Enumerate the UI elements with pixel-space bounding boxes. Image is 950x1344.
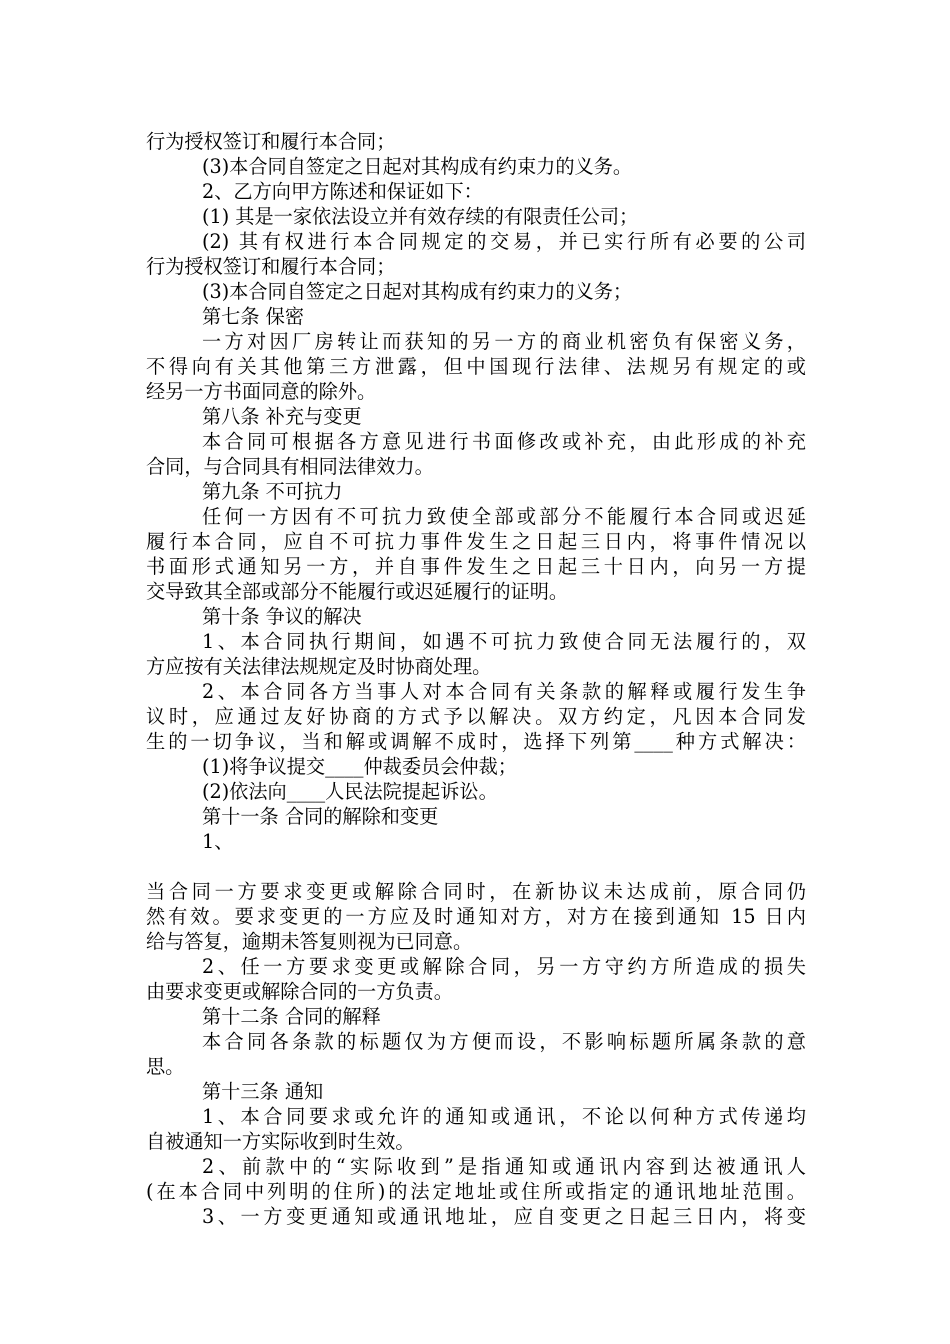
text-line: 第十一条 合同的解除和变更 (202, 805, 439, 828)
text-line: 第十条 争议的解决 (202, 605, 362, 628)
text-line: 不得向有关其他第三方泄露，但中国现行法律、法规另有规定的或 (146, 355, 806, 378)
text-line: 2、前款中的“实际收到”是指通知或通讯内容到达被通讯人 (202, 1155, 806, 1178)
text-line: 给与答复，逾期未答复则视为已同意。 (146, 930, 473, 953)
text-line: 书面形式通知另一方，并自事件发生之日起三十日内，向另一方提 (146, 555, 806, 578)
text-line: 履行本合同，应自不可抗力事件发生之日起三日内，将事件情况以 (146, 530, 806, 553)
text-line: 思。 (146, 1055, 185, 1078)
text-line: 3、一方变更通知或通讯地址，应自变更之日起三日内，将变 (202, 1205, 806, 1228)
text-line: 然有效。要求变更的一方应及时通知对方，对方在接到通知 15 日内 (146, 905, 806, 928)
text-line: (3)本合同自签定之日起对其构成有约束力的义务； (202, 280, 633, 303)
text-line: 方应按有关法律法规规定及时协商处理。 (146, 655, 492, 678)
text-line: (3)本合同自签定之日起对其构成有约束力的义务。 (202, 155, 633, 178)
text-line: 由要求变更或解除合同的一方负责。 (146, 980, 453, 1003)
text-line: 1、 (202, 830, 234, 853)
text-line: 任何一方因有不可抗力致使全部或部分不能履行本合同或迟延 (202, 505, 806, 528)
text-line: 1、本合同执行期间，如遇不可抗力致使合同无法履行的，双 (202, 630, 806, 653)
text-line: 第八条 补充与变更 (202, 405, 362, 428)
text-line: (1) 其是一家依法设立并有效存续的有限责任公司； (202, 205, 639, 228)
text-line: 生的一切争议，当和解或调解不成时，选择下列第____种方式解决： (146, 730, 806, 753)
text-line: 2、乙方向甲方陈述和保证如下： (202, 180, 483, 203)
text-line: 自被通知一方实际收到时生效。 (146, 1130, 415, 1153)
text-line: 交导致其全部或部分不能履行或迟延履行的证明。 (146, 580, 569, 603)
text-line: 合同，与合同具有相同法律效力。 (146, 455, 434, 478)
text-line: (2) 其有权进行本合同规定的交易，并已实行所有必要的公司 (202, 230, 806, 253)
text-line: 第十二条 合同的解释 (202, 1005, 381, 1028)
text-line: 本合同各条款的标题仅为方便而设，不影响标题所属条款的意 (202, 1030, 806, 1053)
text-line: 2、任一方要求变更或解除合同，另一方守约方所造成的损失 (202, 955, 806, 978)
text-line: 第九条 不可抗力 (202, 480, 343, 503)
text-line: 当合同一方要求变更或解除合同时，在新协议未达成前，原合同仍 (146, 880, 806, 903)
text-line: 行为授权签订和履行本合同； (146, 130, 396, 153)
text-line: (2)依法向____人民法院提起诉讼。 (202, 780, 498, 803)
text-line: 2、本合同各方当事人对本合同有关条款的解释或履行发生争 (202, 680, 806, 703)
text-line: 行为授权签订和履行本合同； (146, 255, 396, 278)
text-line: 第七条 保密 (202, 305, 305, 328)
text-line: 一方对因厂房转让而获知的另一方的商业机密负有保密义务， (202, 330, 806, 353)
text-line: (1)将争议提交____仲裁委员会仲裁； (202, 755, 517, 778)
text-line: 1、本合同要求或允许的通知或通讯，不论以何种方式传递均 (202, 1105, 806, 1128)
text-line: 第十三条 通知 (202, 1080, 324, 1103)
text-line: 经另一方书面同意的除外。 (146, 380, 377, 403)
text-line: 议时，应通过友好协商的方式予以解决。双方约定，凡因本合同发 (146, 705, 806, 728)
text-line: 本合同可根据各方意见进行书面修改或补充，由此形成的补充 (202, 430, 806, 453)
text-line: (在本合同中列明的住所)的法定地址或住所或指定的通讯地址范围。 (146, 1180, 806, 1203)
